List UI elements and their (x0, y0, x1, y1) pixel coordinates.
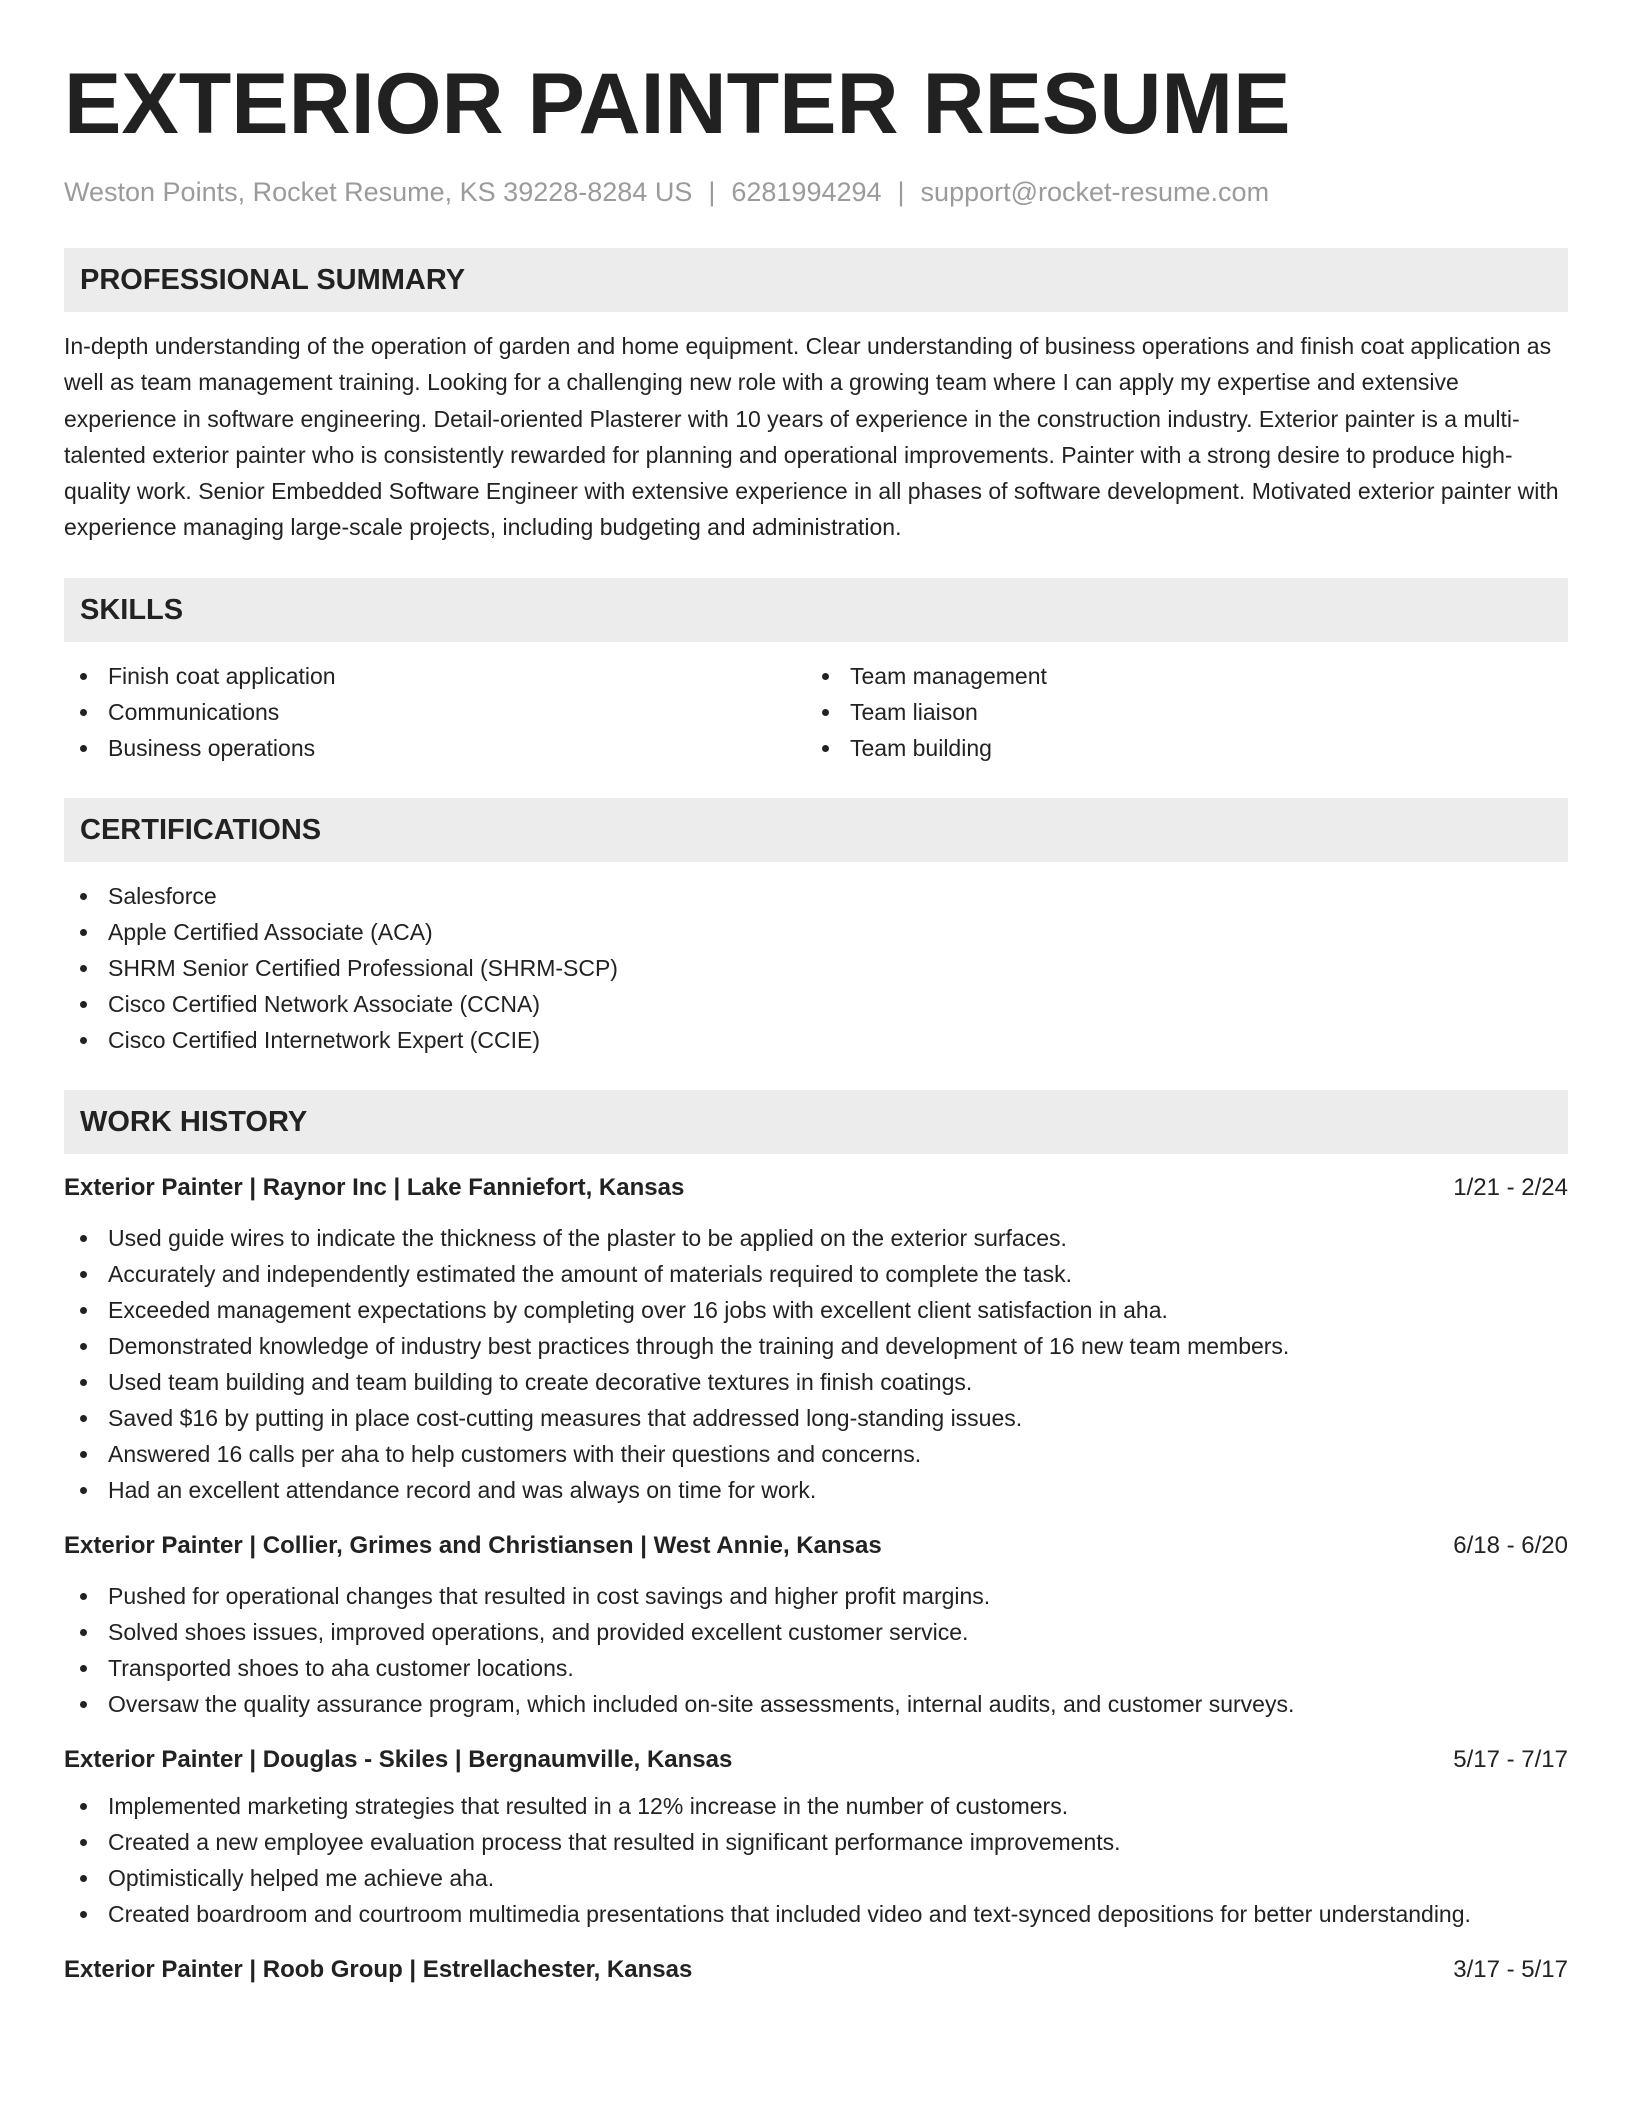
skill-item: Finish coat application (64, 658, 806, 694)
certifications-heading: CERTIFICATIONS (64, 798, 1568, 862)
skill-item: Communications (64, 694, 806, 730)
job-bullet: Used team building and team building to create decorative textures in finish coatings. (64, 1364, 1568, 1400)
job-bullet: Used guide wires to indicate the thickness of the plaster to be applied on the exterior surfaces. (64, 1220, 1568, 1256)
job-bullet: Accurately and independently estimated the amount of materials required to complete the task. (64, 1256, 1568, 1292)
job-bullet: Oversaw the quality assurance program, which included on-site assessments, internal audits, and customer surveys. (64, 1686, 1568, 1722)
skills-heading: SKILLS (64, 578, 1568, 642)
contact-separator: | (708, 177, 716, 207)
skill-item: Business operations (64, 730, 806, 766)
summary-heading: PROFESSIONAL SUMMARY (64, 248, 1568, 312)
contact-separator: | (897, 177, 905, 207)
skills-grid (64, 658, 1568, 766)
job-bullet: Demonstrated knowledge of industry best practices through the training and development of 16 new team members. (64, 1328, 1568, 1364)
job-header (64, 1170, 1568, 1206)
job-header (64, 1952, 1568, 1988)
job-bullet: Transported shoes to aha customer locations. (64, 1650, 1568, 1686)
job-entry (64, 1952, 1568, 1988)
job-entry (64, 1170, 1568, 1508)
job-entry (64, 1528, 1568, 1722)
contact-phone: 6281994294 (731, 177, 882, 207)
job-bullet: Created boardroom and courtroom multimedia presentations that included video and text-synced depositions for better understanding. (64, 1896, 1568, 1932)
resume-title: EXTERIOR PAINTER RESUME (64, 56, 1291, 152)
skills-list-left (64, 658, 806, 766)
job-bullet: Pushed for operational changes that resulted in cost savings and higher profit margins. (64, 1578, 1568, 1614)
job-bullet: Created a new employee evaluation process that resulted in significant performance improvements. (64, 1824, 1568, 1860)
job-bullet: Solved shoes issues, improved operations, and provided excellent customer service. (64, 1614, 1568, 1650)
skill-item: Team management (806, 658, 1548, 694)
job-title: Exterior Painter | Douglas - Skiles | Bergnaumville, Kansas (64, 1745, 733, 1773)
job-bullet: Exceeded management expectations by completing over 16 jobs with excellent client satisfaction in aha. (64, 1292, 1568, 1328)
job-header (64, 1742, 1568, 1778)
certification-item: Cisco Certified Network Associate (CCNA) (64, 986, 1568, 1022)
job-title: Exterior Painter | Raynor Inc | Lake Fanniefort, Kansas (64, 1173, 685, 1201)
certification-item: Apple Certified Associate (ACA) (64, 914, 1568, 950)
job-bullet: Optimistically helped me achieve aha. (64, 1860, 1568, 1896)
job-bullets (64, 1578, 1568, 1722)
job-bullet: Answered 16 calls per aha to help customers with their questions and concerns. (64, 1436, 1568, 1472)
work-history-section (64, 1090, 1568, 1988)
certification-item: Salesforce (64, 878, 1568, 914)
job-title: Exterior Painter | Collier, Grimes and Christiansen | West Annie, Kansas (64, 1531, 882, 1559)
contact-email: support@rocket-resume.com (920, 177, 1270, 207)
contact-line (64, 174, 1568, 210)
job-bullet: Had an excellent attendance record and was always on time for work. (64, 1472, 1568, 1508)
skill-item: Team building (806, 730, 1548, 766)
job-dates: 5/17 - 7/17 (1453, 1745, 1568, 1773)
contact-address: Weston Points, Rocket Resume, KS 39228-8284 US (64, 177, 693, 207)
job-bullet: Implemented marketing strategies that resulted in a 12% increase in the number of customers. (64, 1788, 1568, 1824)
job-header (64, 1528, 1568, 1564)
job-dates: 6/18 - 6/20 (1453, 1531, 1568, 1559)
job-title: Exterior Painter | Roob Group | Estrellachester, Kansas (64, 1955, 693, 1983)
job-bullet: Saved $16 by putting in place cost-cutting measures that addressed long-standing issues. (64, 1400, 1568, 1436)
skills-section (64, 578, 1568, 766)
summary-section (64, 248, 1568, 546)
job-entry (64, 1742, 1568, 1932)
job-bullets (64, 1788, 1568, 1932)
job-dates: 1/21 - 2/24 (1453, 1173, 1568, 1201)
certifications-list (64, 878, 1568, 1058)
skills-list-right (806, 658, 1548, 766)
job-dates: 3/17 - 5/17 (1453, 1955, 1568, 1983)
job-bullets (64, 1220, 1568, 1508)
skill-item: Team liaison (806, 694, 1548, 730)
certification-item: SHRM Senior Certified Professional (SHRM-SCP) (64, 950, 1568, 986)
certifications-section (64, 798, 1568, 1058)
resume-page (64, 0, 1568, 1988)
work-history-heading: WORK HISTORY (64, 1090, 1568, 1154)
summary-text: In-depth understanding of the operation of garden and home equipment. Clear understanding of business operations and finish coat application as well as team management training. Looking for a challenging new role with a growing team where I can apply my expertise and extensive experience in software engineering. Detail-oriented Plasterer with 10 years of experience in the construction industry. Exterior painter is a multi-talented exterior painter who is consistently rewarded for planning and operational improvements. Painter with a strong desire to produce high-quality work. Senior Embedded Software Engineer with extensive experience in all phases of software development. Motivated exterior painter with experience managing large-scale projects, including budgeting and administration. (64, 333, 1559, 541)
certification-item: Cisco Certified Internetwork Expert (CCIE) (64, 1022, 1568, 1058)
